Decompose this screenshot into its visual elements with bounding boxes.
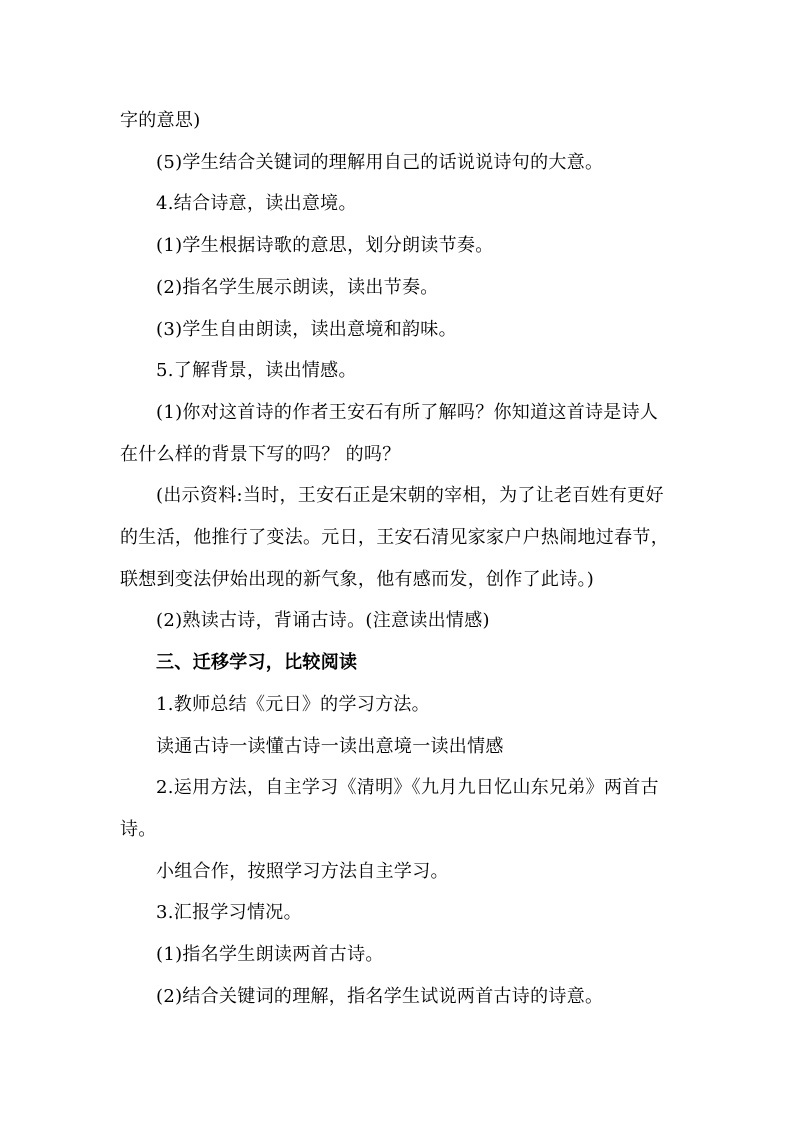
paragraph-line: 诗。 [120,818,157,840]
step-heading: 4.结合诗意，读出意境。 [156,193,357,215]
paragraph-line: (1)学生根据诗歌的意思，划分朗读节奏。 [156,235,494,257]
paragraph-line: (2)指名学生展示朗读，读出节奏。 [156,276,439,298]
paragraph-line: 读通古诗一读懂古诗一读出意境一读出情感 [156,735,504,757]
paragraph-line: 的生活，他推行了变法。元日，王安石清见家家户户热闹地过春节， [120,527,669,549]
paragraph-line: (出示资料:当时，王安石正是宋朝的宰相，为了让老百姓有更好 [156,485,664,507]
section-heading: 三、迁移学习，比较阅读 [156,652,358,674]
step-heading: 1.教师总结《元日》的学习方法。 [156,693,430,715]
step-heading: 2.运用方法，自主学习《清明》《九月九日忆山东兄弟》两首古 [156,777,659,799]
paragraph-line: 小组合作，按照学习方法自主学习。 [156,860,449,882]
document-body [120,100,680,1017]
paragraph-line: 字的意思) [120,110,201,131]
paragraph-line: (1)指名学生朗读两首古诗。 [156,944,384,966]
step-heading: 3.汇报学习情况。 [156,902,302,924]
paragraph-line: (1)你对这首诗的作者王安石有所了解吗？你知道这首诗是诗人 [156,401,659,423]
paragraph-line: 联想到变法伊始出现的新气象，他有感而发，创作了此诗。) [120,568,595,590]
paragraph-line: (2)结合关键词的理解，指名学生试说两首古诗的诗意。 [156,985,604,1007]
paragraph-line: (3)学生自由朗读，读出意境和韵味。 [156,318,457,340]
paragraph-line: (5)学生结合关键词的理解用自己的话说说诗句的大意。 [156,151,604,173]
paragraph-line: 在什么样的背景下写的吗？ 的吗？ [120,443,401,465]
paragraph-line: (2)熟读古诗，背诵古诗。(注意读出情感) [156,610,490,632]
step-heading: 5.了解背景，读出情感。 [156,360,357,382]
